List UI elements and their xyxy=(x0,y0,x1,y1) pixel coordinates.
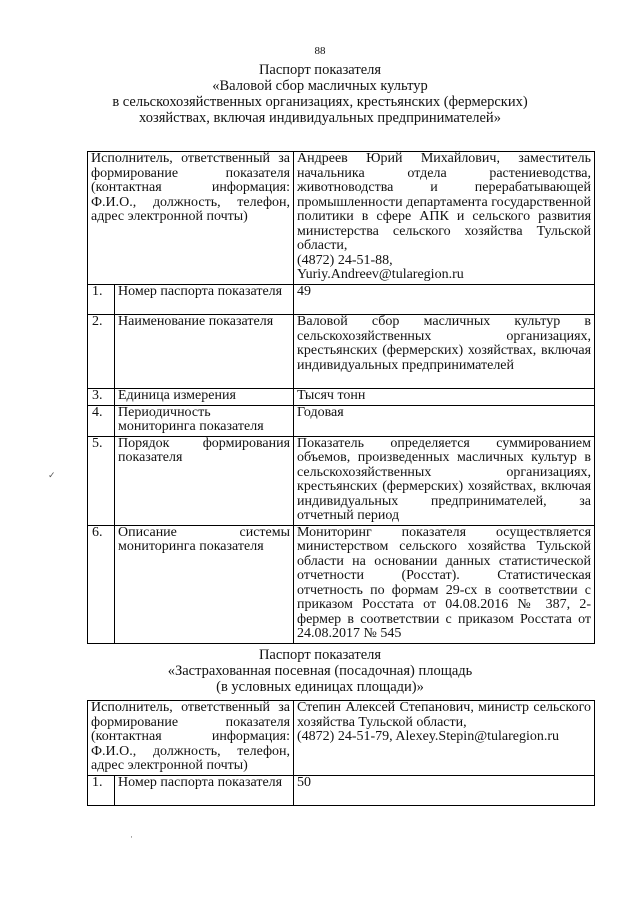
passport-2-table xyxy=(87,700,595,806)
row-label: Порядок формирования показателя xyxy=(115,436,294,525)
heading-line: (в условных единицах площади)» xyxy=(216,679,424,695)
executor-value: Степин Алексей Степанович, министр сельского хозяйства Тульской области, xyxy=(297,700,592,730)
row-label: Единица измерения xyxy=(115,389,294,406)
table-row xyxy=(88,436,595,525)
heading-line: «Валовой сбор масличных культур xyxy=(212,78,428,94)
table-row xyxy=(88,285,595,315)
passport-2-heading xyxy=(60,647,580,695)
executor-label: Исполнитель, ответственный за формирование показателя (контактная информация: Ф.И.О., должность, телефон, адрес электронной почты) xyxy=(88,701,294,776)
row-value: Валовой сбор масличных культур в сельскохозяйственных организациях, крестьянских (фермерских) хозяйствах, включая индивидуальных предпринимателей xyxy=(294,315,595,389)
row-number: 2. xyxy=(88,315,115,389)
executor-contact: (4872) 24-51-79, Alexey.Stepin@tularegion.ru xyxy=(297,729,560,744)
heading-line: «Застрахованная посевная (посадочная) площадь xyxy=(167,663,473,679)
row-number: 1. xyxy=(88,285,115,315)
executor-value: Андреев Юрий Михайлович, заместитель начальника отдела растениеводства, животноводства и перерабатывающей промышленности департамента государственной политики в сфере АПК и сельского развития министерства сельского хозяйства Тульской области, xyxy=(297,151,592,253)
row-value: Тысяч тонн xyxy=(294,389,595,406)
row-label: Описание системы мониторинга показателя xyxy=(115,525,294,643)
row-value: Показатель определяется суммированием объемов, произведенных масличных культур в сельскохозяйственных организациях, крестьянских (фермерских) хозяйствах, включая индивидуальных предпринимателей, за отчетный период xyxy=(294,436,595,525)
scan-speck: · xyxy=(130,832,133,842)
row-label: Периодичность мониторинга показателя xyxy=(115,405,294,436)
row-number: 5. xyxy=(88,436,115,525)
row-label: Номер паспорта показателя xyxy=(115,775,294,805)
row-number: 6. xyxy=(88,525,115,643)
table-row xyxy=(88,152,595,285)
heading-line: в сельскохозяйственных организациях, крестьянских (фермерских) xyxy=(112,94,528,110)
row-value: 49 xyxy=(294,285,595,315)
table-row xyxy=(88,315,595,389)
executor-value-cell xyxy=(294,152,595,285)
table-row xyxy=(88,701,595,776)
row-value: 50 xyxy=(294,775,595,805)
row-value: Годовая xyxy=(294,405,595,436)
executor-value-cell xyxy=(294,701,595,776)
row-number: 3. xyxy=(88,389,115,406)
executor-email: Yuriy.Andreev@tularegion.ru xyxy=(297,267,464,282)
table-row xyxy=(88,525,595,643)
heading-line: Паспорт показателя xyxy=(258,62,382,78)
row-number: 1. xyxy=(88,775,115,805)
table-row xyxy=(88,405,595,436)
table-row xyxy=(88,389,595,406)
row-label: Номер паспорта показателя xyxy=(115,285,294,315)
heading-line: хозяйствах, включая индивидуальных предпринимателей» xyxy=(139,110,501,126)
executor-phone: (4872) 24-51-88, xyxy=(297,252,393,268)
passport-1-heading xyxy=(60,62,580,126)
scan-speck: ✓ xyxy=(48,470,56,480)
row-label: Наименование показателя xyxy=(115,315,294,389)
page-number: 88 xyxy=(314,45,326,57)
table-row xyxy=(88,775,595,805)
row-value: Мониторинг показателя осуществляется министерством сельского хозяйства Тульской области на основании данных статистической отчетности (Росстат). Статистическая отчетность по формам 29-сх в соответствии с приказом Росстата от 04.08.2016 № 387, 2-фермер в соответствии с приказом Росстата от 24.08.2017 № 545 xyxy=(294,525,595,643)
executor-label: Исполнитель, ответственный за формирование показателя (контактная информация: Ф.И.О., должность, телефон, адрес электронной почты) xyxy=(88,152,294,285)
row-number: 4. xyxy=(88,405,115,436)
passport-1-table xyxy=(87,151,595,644)
heading-line: Паспорт показателя xyxy=(258,647,382,663)
